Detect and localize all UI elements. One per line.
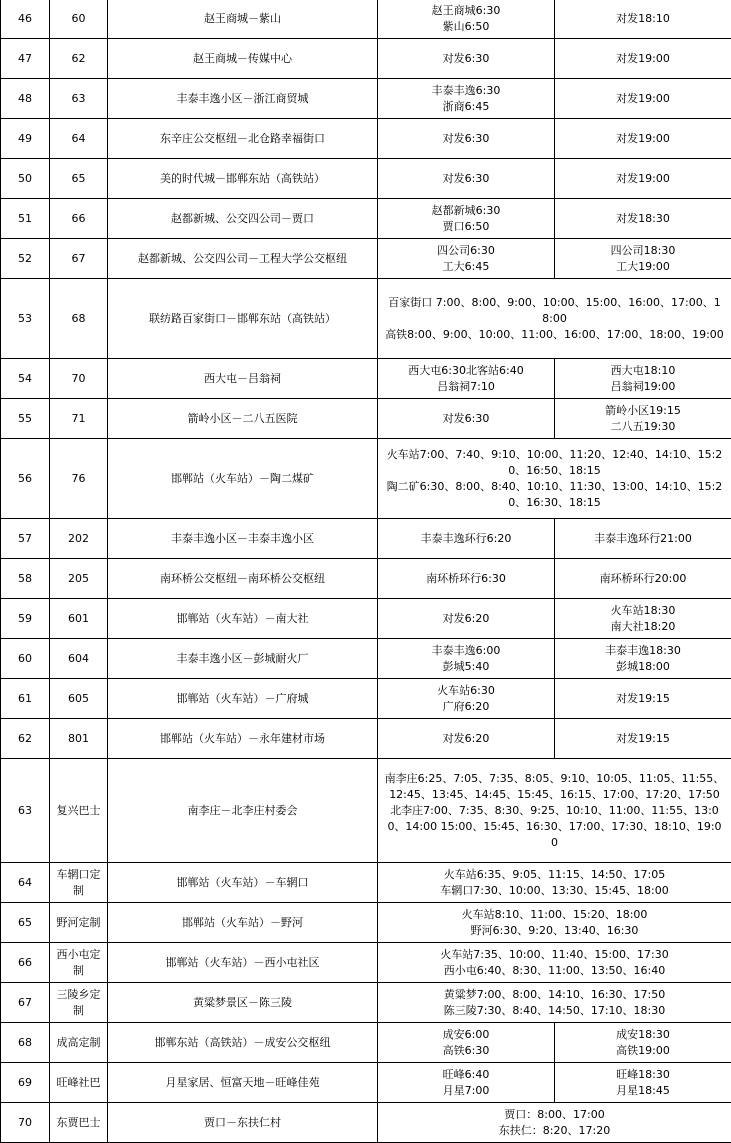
row-number-cell: 68 [1, 1023, 50, 1063]
first-bus-line: 贾口6:50 [380, 219, 552, 235]
first-bus-line: 四公司6:30 [380, 243, 552, 259]
route-name-cell: 贾口－东扶仁村 [108, 1103, 378, 1143]
first-bus-cell [378, 0, 555, 39]
route-name-cell: 南李庄－北李庄村委会 [108, 759, 378, 863]
route-number-cell: 801 [50, 719, 108, 759]
route-number-cell: 205 [50, 559, 108, 599]
last-bus-line: 西大屯18:10 [557, 363, 729, 379]
first-bus-line: 对发6:30 [380, 131, 552, 147]
route-number-cell: 76 [50, 439, 108, 519]
first-bus-line: 吕翁祠7:10 [380, 379, 552, 395]
last-bus-cell [555, 0, 731, 39]
first-bus-cell [378, 159, 555, 199]
last-bus-line: 对发19:00 [557, 131, 729, 147]
first-bus-line: 成安6:00 [380, 1027, 552, 1043]
first-bus-line: 彭城5:40 [380, 659, 552, 675]
first-bus-line: 高铁6:30 [380, 1043, 552, 1059]
timetable-line: 贾口：8:00、17:00 [384, 1107, 725, 1123]
route-name-cell: 月星家居、恒富天地－旺峰佳苑 [108, 1063, 378, 1103]
timetable-line: 火车站6:35、9:05、11:15、14:50、17:05 [384, 867, 725, 883]
first-bus-line: 赵都新城6:30 [380, 203, 552, 219]
first-bus-line: 对发6:30 [380, 171, 552, 187]
timetable-cell [378, 279, 731, 359]
table-row [1, 639, 731, 679]
last-bus-line: 彭城18:00 [557, 659, 729, 675]
timetable-line: 车辋口7:30、10:00、13:30、15:45、18:00 [384, 883, 725, 899]
row-number-cell: 60 [1, 639, 50, 679]
last-bus-line: 旺峰18:30 [557, 1067, 729, 1083]
route-number-cell: 60 [50, 0, 108, 39]
row-number-cell: 52 [1, 239, 50, 279]
last-bus-line: 对发19:00 [557, 51, 729, 67]
first-bus-line: 旺峰6:40 [380, 1067, 552, 1083]
table-row [1, 943, 731, 983]
first-bus-line: 对发6:30 [380, 411, 552, 427]
timetable-line: 高铁8:00、9:00、10:00、11:00、16:00、17:00、18:00、19:00 [384, 327, 725, 343]
row-number-cell: 56 [1, 439, 50, 519]
timetable-cell [378, 903, 731, 943]
last-bus-line: 成安18:30 [557, 1027, 729, 1043]
table-row [1, 279, 731, 359]
first-bus-cell [378, 79, 555, 119]
row-number-cell: 46 [1, 0, 50, 39]
table-row [1, 559, 731, 599]
route-name-cell: 赵王商城－紫山 [108, 0, 378, 39]
last-bus-line: 火车站18:30 [557, 603, 729, 619]
route-name-cell: 联纺路百家街口－邯郸东站（高铁站） [108, 279, 378, 359]
route-name-cell: 赵都新城、公交四公司－贾口 [108, 199, 378, 239]
first-bus-cell [378, 559, 555, 599]
route-number-cell: 三陵乡定制 [50, 983, 108, 1023]
route-number-cell: 65 [50, 159, 108, 199]
row-number-cell: 49 [1, 119, 50, 159]
first-bus-line: 对发6:20 [380, 611, 552, 627]
table-row [1, 39, 731, 79]
timetable-cell [378, 863, 731, 903]
route-number-cell: 66 [50, 199, 108, 239]
route-name-cell: 邯郸站（火车站）－永年建材市场 [108, 719, 378, 759]
first-bus-line: 南环桥环行6:30 [380, 571, 552, 587]
table-row [1, 239, 731, 279]
row-number-cell: 63 [1, 759, 50, 863]
first-bus-line: 广府6:20 [380, 699, 552, 715]
table-row [1, 903, 731, 943]
row-number-cell: 66 [1, 943, 50, 983]
last-bus-cell [555, 199, 731, 239]
first-bus-cell [378, 679, 555, 719]
last-bus-cell [555, 559, 731, 599]
first-bus-line: 紫山6:50 [380, 19, 552, 35]
timetable-line: 东扶仁：8:20、17:20 [384, 1123, 725, 1139]
first-bus-cell [378, 719, 555, 759]
last-bus-line: 丰泰丰逸环行21:00 [557, 531, 729, 547]
route-number-cell: 601 [50, 599, 108, 639]
first-bus-line: 对发6:20 [380, 731, 552, 747]
route-name-cell: 赵都新城、公交四公司－工程大学公交枢纽 [108, 239, 378, 279]
row-number-cell: 59 [1, 599, 50, 639]
last-bus-line: 南环桥环行20:00 [557, 571, 729, 587]
last-bus-line: 南大社18:20 [557, 619, 729, 635]
route-number-cell: 68 [50, 279, 108, 359]
first-bus-cell [378, 39, 555, 79]
route-name-cell: 邯郸站（火车站）－陶二煤矿 [108, 439, 378, 519]
last-bus-cell [555, 359, 731, 399]
table-row [1, 599, 731, 639]
last-bus-line: 吕翁祠19:00 [557, 379, 729, 395]
first-bus-cell [378, 199, 555, 239]
last-bus-line: 高铁19:00 [557, 1043, 729, 1059]
last-bus-cell [555, 1023, 731, 1063]
timetable-cell [378, 943, 731, 983]
last-bus-cell [555, 239, 731, 279]
timetable-line: 野河6:30、9:20、13:40、16:30 [384, 923, 725, 939]
route-number-cell: 西小屯定制 [50, 943, 108, 983]
route-name-cell: 邯郸站（火车站）－广府城 [108, 679, 378, 719]
table-row [1, 1063, 731, 1103]
table-row [1, 519, 731, 559]
last-bus-cell [555, 599, 731, 639]
last-bus-cell [555, 159, 731, 199]
timetable-line: 北李庄7:00、7:35、8:30、9:25、10:10、11:00、11:55、13:00、14:00 15:00、15:45、16:30、17:00、17:30、18:10、19:00 [384, 803, 725, 851]
route-number-cell: 70 [50, 359, 108, 399]
first-bus-cell [378, 1023, 555, 1063]
timetable-cell [378, 439, 731, 519]
last-bus-line: 对发18:30 [557, 211, 729, 227]
row-number-cell: 47 [1, 39, 50, 79]
last-bus-line: 对发19:15 [557, 691, 729, 707]
route-number-cell: 62 [50, 39, 108, 79]
last-bus-line: 二八五19:30 [557, 419, 729, 435]
last-bus-line: 对发19:00 [557, 91, 729, 107]
first-bus-line: 丰泰丰逸6:30 [380, 83, 552, 99]
table-row [1, 679, 731, 719]
table-row [1, 399, 731, 439]
route-name-cell: 邯郸东站（高铁站）－成安公交枢纽 [108, 1023, 378, 1063]
last-bus-cell [555, 719, 731, 759]
row-number-cell: 61 [1, 679, 50, 719]
route-name-cell: 邯郸站（火车站）－西小屯社区 [108, 943, 378, 983]
table-row [1, 983, 731, 1023]
row-number-cell: 50 [1, 159, 50, 199]
timetable-cell [378, 759, 731, 863]
route-number-cell: 63 [50, 79, 108, 119]
last-bus-cell [555, 39, 731, 79]
last-bus-line: 箭岭小区19:15 [557, 403, 729, 419]
route-name-cell: 南环桥公交枢纽－南环桥公交枢纽 [108, 559, 378, 599]
route-name-cell: 箭岭小区－二八五医院 [108, 399, 378, 439]
row-number-cell: 62 [1, 719, 50, 759]
table-row [1, 0, 731, 39]
row-number-cell: 65 [1, 903, 50, 943]
row-number-cell: 70 [1, 1103, 50, 1143]
table-row [1, 159, 731, 199]
route-name-cell: 邯郸站（火车站）－南大社 [108, 599, 378, 639]
route-number-cell: 东贾巴士 [50, 1103, 108, 1143]
timetable-line: 陈三陵7:30、8:40、14:50、17:10、18:30 [384, 1003, 725, 1019]
timetable-line: 南李庄6:25、7:05、7:35、8:05、9:10、10:05、11:05、11:55、12:45、13:45、14:45、15:45、16:15、17:00、17:20、17:50 [384, 771, 725, 803]
table-row [1, 759, 731, 863]
route-name-cell: 邯郸站（火车站）－野河 [108, 903, 378, 943]
timetable-line: 火车站7:00、7:40、9:10、10:00、11:20、12:40、14:10、15:20、16:50、18:15 [384, 447, 725, 479]
table-row [1, 79, 731, 119]
last-bus-line: 月星18:45 [557, 1083, 729, 1099]
row-number-cell: 67 [1, 983, 50, 1023]
first-bus-line: 对发6:30 [380, 51, 552, 67]
route-name-cell: 赵王商城－传媒中心 [108, 39, 378, 79]
table-row [1, 439, 731, 519]
first-bus-cell [378, 1063, 555, 1103]
timetable-line: 火车站8:10、11:00、15:20、18:00 [384, 907, 725, 923]
last-bus-line: 对发18:10 [557, 11, 729, 27]
row-number-cell: 58 [1, 559, 50, 599]
first-bus-line: 丰泰丰逸6:00 [380, 643, 552, 659]
last-bus-cell [555, 399, 731, 439]
last-bus-cell [555, 519, 731, 559]
row-number-cell: 51 [1, 199, 50, 239]
route-number-cell: 604 [50, 639, 108, 679]
first-bus-cell [378, 359, 555, 399]
last-bus-cell [555, 79, 731, 119]
last-bus-line: 对发19:00 [557, 171, 729, 187]
table-row [1, 1023, 731, 1063]
first-bus-cell [378, 599, 555, 639]
first-bus-cell [378, 119, 555, 159]
last-bus-line: 对发19:15 [557, 731, 729, 747]
route-number-cell: 野河定制 [50, 903, 108, 943]
row-number-cell: 57 [1, 519, 50, 559]
first-bus-line: 月星7:00 [380, 1083, 552, 1099]
first-bus-line: 丰泰丰逸环行6:20 [380, 531, 552, 547]
row-number-cell: 69 [1, 1063, 50, 1103]
first-bus-line: 工大6:45 [380, 259, 552, 275]
first-bus-line: 西大屯6:30北客站6:40 [380, 363, 552, 379]
timetable-line: 陶二矿6:30、8:00、8:40、10:10、11:30、13:00、14:10、15:20、16:30、18:15 [384, 479, 725, 511]
row-number-cell: 55 [1, 399, 50, 439]
timetable-cell [378, 983, 731, 1023]
route-number-cell: 71 [50, 399, 108, 439]
last-bus-line: 四公司18:30 [557, 243, 729, 259]
table-row [1, 359, 731, 399]
route-name-cell: 东辛庄公交枢纽－北仓路幸福街口 [108, 119, 378, 159]
route-number-cell: 车辋口定制 [50, 863, 108, 903]
first-bus-cell [378, 239, 555, 279]
row-number-cell: 54 [1, 359, 50, 399]
timetable-line: 西小屯6:40、8:30、11:00、13:50、16:40 [384, 963, 725, 979]
row-number-cell: 53 [1, 279, 50, 359]
timetable-line: 火车站7:35、10:00、11:40、15:00、17:30 [384, 947, 725, 963]
last-bus-cell [555, 679, 731, 719]
timetable-line: 百家街口 7:00、8:00、9:00、10:00、15:00、16:00、17:00、18:00 [384, 295, 725, 327]
last-bus-cell [555, 1063, 731, 1103]
route-number-cell: 成高定制 [50, 1023, 108, 1063]
table-row [1, 863, 731, 903]
route-name-cell: 丰泰丰逸小区－浙江商贸城 [108, 79, 378, 119]
route-number-cell: 64 [50, 119, 108, 159]
last-bus-cell [555, 639, 731, 679]
last-bus-line: 丰泰丰逸18:30 [557, 643, 729, 659]
first-bus-line: 火车站6:30 [380, 683, 552, 699]
route-number-cell: 旺峰社巴 [50, 1063, 108, 1103]
first-bus-cell [378, 399, 555, 439]
table-row [1, 199, 731, 239]
table-body [1, 0, 731, 1143]
timetable-line: 黄粱梦7:00、8:00、14:10、16:30、17:50 [384, 987, 725, 1003]
route-name-cell: 西大屯－吕翁祠 [108, 359, 378, 399]
route-name-cell: 黄粱梦景区－陈三陵 [108, 983, 378, 1023]
route-number-cell: 复兴巴士 [50, 759, 108, 863]
first-bus-line: 浙商6:45 [380, 99, 552, 115]
first-bus-line: 赵王商城6:30 [380, 3, 552, 19]
route-name-cell: 邯郸站（火车站）－车辋口 [108, 863, 378, 903]
table-row [1, 719, 731, 759]
route-name-cell: 丰泰丰逸小区－丰泰丰逸小区 [108, 519, 378, 559]
row-number-cell: 48 [1, 79, 50, 119]
first-bus-cell [378, 639, 555, 679]
timetable-cell [378, 1103, 731, 1143]
last-bus-line: 工大19:00 [557, 259, 729, 275]
route-number-cell: 202 [50, 519, 108, 559]
table-row [1, 1103, 731, 1143]
route-number-cell: 67 [50, 239, 108, 279]
route-name-cell: 丰泰丰逸小区－彭城耐火厂 [108, 639, 378, 679]
last-bus-cell [555, 119, 731, 159]
route-name-cell: 美的时代城－邯郸东站（高铁站） [108, 159, 378, 199]
first-bus-cell [378, 519, 555, 559]
row-number-cell: 64 [1, 863, 50, 903]
table-row [1, 119, 731, 159]
route-number-cell: 605 [50, 679, 108, 719]
